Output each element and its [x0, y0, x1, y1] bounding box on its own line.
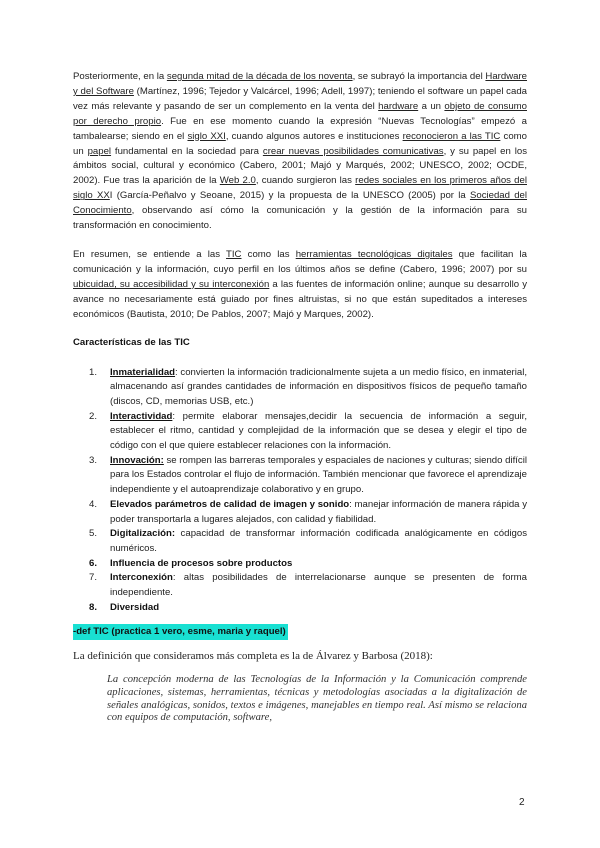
underlined-text: hardware: [378, 100, 419, 112]
list-number: 3.: [89, 454, 98, 466]
text-run: , se subrayó la importancia del: [352, 71, 486, 82]
underlined-text: ubicuidad, su accesibilidad y su interconexión: [73, 278, 270, 290]
text-run: , cuando algunos autores e instituciones: [225, 130, 403, 142]
underlined-text: crear nuevas posibilidades comunicativas: [262, 145, 444, 157]
list-number: 7.: [89, 572, 98, 584]
text-run: (Martínez, 1996; Tejedor y Valcárcel, 1996; Adell, 1997); teniendo el software un papel cada vez más relevante y pasando de ser un complemento en la venta del: [73, 85, 527, 112]
list-term: Interactividad: [110, 410, 173, 422]
paragraph-summary: [73, 248, 527, 323]
text-run: , y su papel en los ámbitos social, cultural y económico (Cabero, 2001; Majó y Marqués, 2002; UNESCO, 2002; OCDE, 2002). Fue tras la aparición de la: [73, 145, 528, 187]
text-run: , cuando surgieron las: [255, 175, 356, 187]
list-description: : manejar información de manera rápida y poder transportarla a lugares alejados, con calidad y fiabilidad.: [110, 498, 528, 525]
definition-quote: La concepción moderna de las Tecnologías de la Información y la Comunicación comprende aplicaciones, sistemas, herramientas, técnicas y metodologías asociadas a la digitalización de señales analógicas, sonidos, textos e imágenes, manejables en tiempo real. Así mismo se relaciona con equipos de computación, software,: [107, 674, 527, 724]
underlined-text: Web 2.0: [219, 175, 256, 187]
page-content: [73, 70, 527, 736]
underlined-text: siglo XXI: [187, 130, 226, 142]
list-term: Elevados parámetros de calidad de imagen y sonido: [110, 498, 350, 510]
text-run: como las: [241, 248, 296, 260]
list-term: Influencia de procesos sobre productos: [110, 557, 293, 569]
text-run: fundamental en la sociedad para: [111, 145, 263, 157]
list-item: [73, 366, 527, 410]
paragraph-history: [73, 70, 527, 234]
list-item: [73, 498, 527, 527]
list-number: 6.: [89, 557, 98, 569]
underlined-text: redes sociales en los primeros años del siglo XX: [73, 175, 527, 202]
list-term: Diversidad: [110, 601, 160, 613]
text-run: . Fue en ese momento cuando la expresión “Nuevas Tecnologías” empezó a tambalearse; siendo en el: [73, 115, 527, 142]
underlined-text: Sociedad del Conocimiento: [73, 190, 528, 217]
highlight-note-wrapper: [73, 621, 527, 640]
list-item: [73, 601, 527, 616]
underlined-text: segunda mitad de la década de los noventa: [166, 71, 353, 82]
text-run: En resumen, se entiende a las: [73, 248, 227, 260]
underlined-text: TIC: [226, 248, 242, 260]
list-description: : altas posibilidades de interrelacionarse aunque se presenten de forma independiente.: [110, 572, 527, 599]
definition-intro: La definición que consideramos más completa es la de Álvarez y Barbosa (2018):: [73, 650, 433, 663]
text-run: a las fuentes de información online; aunque su desarrollo y avance no necesariamente está guiado por fines altruistas, si no que están supeditados a intereses económicos (Bautista, 2010; De Pablos, 2007; Majó y Marques, 2002).: [73, 278, 528, 320]
list-number: 4.: [89, 498, 98, 510]
list-description: : convierten la información tradicionalmente sujeta a un medio físico, en inmaterial, almacenando así grandes cantidades de información en dispositivos físicos de pequeño tamaño (discos, CD, memorias USB, etc.): [110, 366, 527, 407]
list-description: capacidad de transformar información codificada analógicamente en códigos numéricos.: [110, 528, 527, 554]
list-description: : permite elaborar mensajes,decidir la secuencia de información a seguir, establecer el ritmo, cantidad y complejidad de la información que se desea y elegir el tipo de código con el que quiere establecer relaciones con la información.: [110, 410, 527, 452]
list-item: [73, 557, 527, 572]
text-run: I (García-Peñalvo y Seoane, 2015) y la propuesta de la UNESCO (2005) por la: [109, 190, 470, 202]
underlined-text: Hardware y del Software: [73, 71, 528, 97]
text-run: Posteriormente, en la: [73, 71, 167, 82]
underlined-text: reconocieron a las TIC: [402, 130, 501, 142]
list-term: Interconexión: [110, 572, 173, 584]
underlined-text: objeto de consumo por derecho propio: [73, 100, 527, 127]
list-number: 2.: [89, 410, 98, 422]
page-number: 2: [519, 797, 525, 808]
characteristics-list: [73, 366, 527, 616]
list-item: [73, 454, 527, 498]
list-term: Innovación:: [110, 454, 164, 466]
text-run: , observando así cómo la comunicación y la gestión de la información para su transformación en conocimiento.: [73, 205, 527, 232]
section-heading: Características de las TIC: [73, 336, 190, 348]
list-description: se rompen las barreras temporales y espaciales de naciones y culturas; siendo difícil para los Estados controlar el flujo de información. También mencionar que favorece el aprendizaje independiente y el autoaprendizaje colaborativo y en grupo.: [110, 454, 527, 496]
list-item: [73, 410, 527, 454]
list-number: 5.: [89, 528, 98, 540]
list-number: 8.: [89, 601, 98, 613]
highlighted-note: -def TIC (practica 1 vero, esme, maria y raquel): [73, 624, 288, 640]
list-item: [73, 571, 527, 600]
text-run: a un: [418, 100, 445, 112]
list-item: [73, 527, 527, 556]
list-term: Inmaterialidad: [110, 366, 176, 378]
text-run: que facilitan la comunicación y la información, cuyo perfil en los últimos años se define (Cabero, 1996; 2007) por su: [73, 248, 527, 275]
underlined-text: papel: [87, 145, 112, 157]
list-term: Digitalización:: [110, 528, 176, 540]
text-run: como un: [73, 130, 527, 157]
underlined-text: herramientas tecnológicas digitales: [295, 248, 453, 260]
list-number: 1.: [89, 366, 98, 378]
